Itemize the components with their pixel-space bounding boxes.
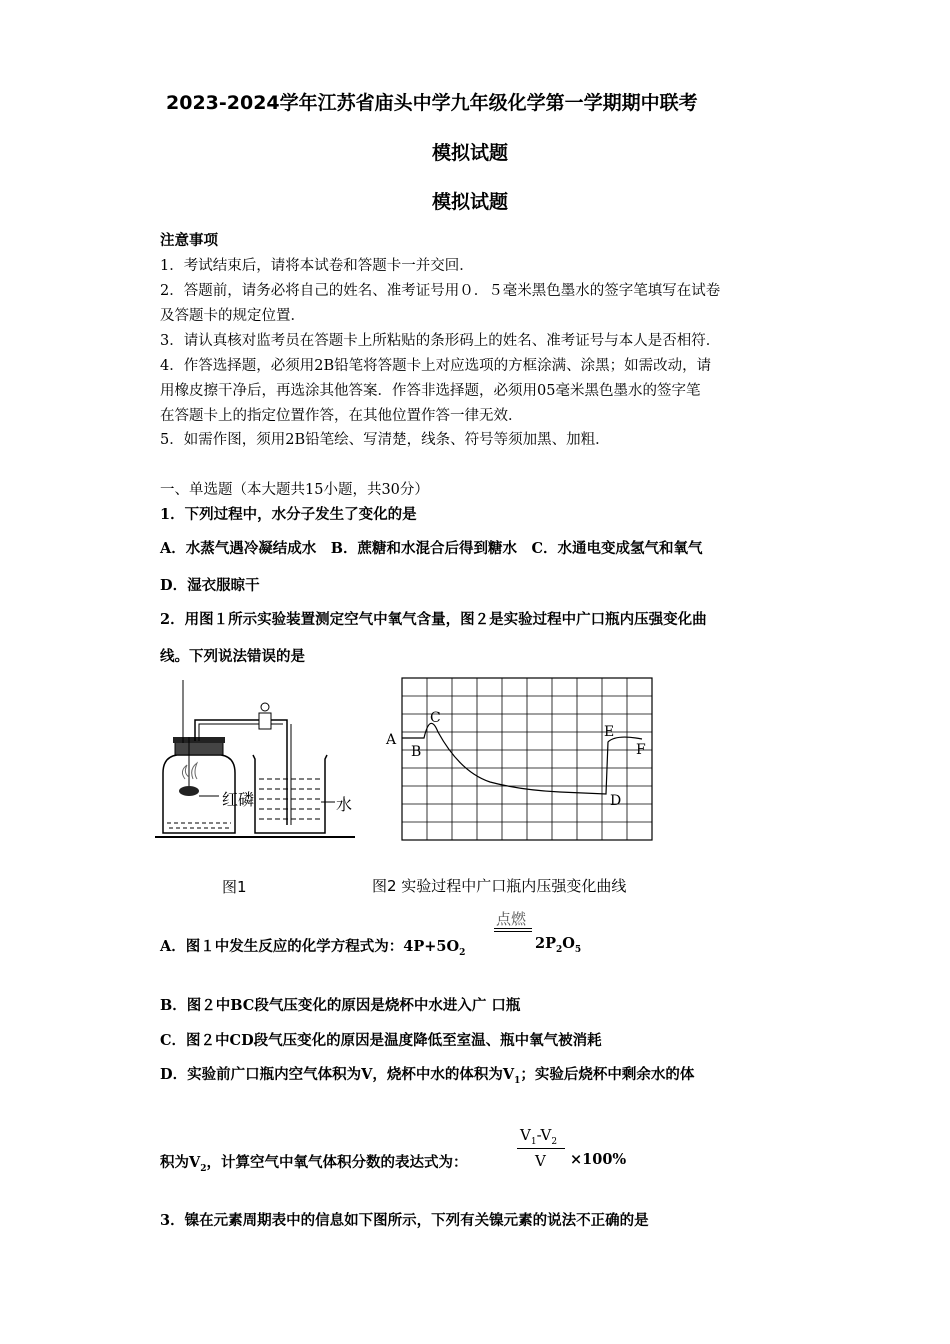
num-sub2: 2 xyxy=(551,1137,558,1147)
point-a: A xyxy=(386,732,397,748)
page-subtitle: 模拟试题 xyxy=(432,142,509,164)
point-d: D xyxy=(610,793,622,809)
notice-item-1: 1．考试结束后，请将本试卷和答题卡一并交回． xyxy=(160,258,474,274)
product-sub2: 5 xyxy=(574,944,582,955)
notice-heading: 注意事项 xyxy=(160,232,218,249)
notice-item-5: 5．如需作图，须用2B铅笔绘、写清楚，线条、符号等须加黑、加粗． xyxy=(160,432,610,448)
grid xyxy=(402,678,652,840)
product-o: O xyxy=(562,935,575,952)
point-c: C xyxy=(430,710,441,726)
point-e: E xyxy=(604,724,615,740)
q2-stem-line2: 线。下列说法错误的是 xyxy=(160,648,305,665)
figure-2-caption: 图2 实验过程中广口瓶内压强变化曲线 xyxy=(372,877,627,895)
clamp xyxy=(259,713,271,729)
notice-item-2: 2．答题前，请务必将自己的姓名、准考证号用０．５毫米黑色墨水的签字笔填写在试卷 xyxy=(160,283,721,299)
num-minus-v2: -V xyxy=(536,1126,552,1144)
page-subtitle-2: 模拟试题 xyxy=(432,191,509,213)
formula-denominator: V xyxy=(535,1152,546,1170)
q3-stem xyxy=(160,1209,649,1230)
formula-tail: ×100% xyxy=(570,1151,627,1168)
num-v1: V xyxy=(520,1126,531,1144)
section-heading: 一、单选题（本大题共15小题，共30分） xyxy=(160,482,429,498)
beaker xyxy=(253,755,327,833)
q2-option-b: B．图２中BC段气压变化的原因是烧杯中水进入广 口瓶 xyxy=(160,997,521,1014)
q2-option-c: C．图２中CD段气压变化的原因是温度降低至室温、瓶中氧气被消耗 xyxy=(160,1032,602,1049)
reaction-condition: 点燃 xyxy=(496,910,527,928)
label-water: 水 xyxy=(336,795,353,814)
option-a-sub: 2 xyxy=(459,947,466,958)
num-sub1: 1 xyxy=(530,1137,537,1147)
equation-arrow-line-2 xyxy=(494,931,532,932)
option-d-part2: ；实验后烧杯中剩余水的体 xyxy=(520,1066,695,1083)
notice-item-4b: 用橡皮擦干净后，再选涂其他答案．作答非选择题，必须用05毫米黑色墨水的签字笔 xyxy=(160,383,701,399)
q2-option-d-line2 xyxy=(160,1151,468,1174)
option-a-text: A．图１中发生反应的化学方程式为：4P+5O xyxy=(160,938,460,955)
stopper xyxy=(175,741,223,755)
q1-options: A．水蒸气遇冷凝结成水 B．蔗糖和水混合后得到糖水 C．水通电变成氢气和氧气 xyxy=(160,540,703,557)
formula-numerator xyxy=(520,1126,557,1147)
q2-option-d-line1 xyxy=(160,1063,694,1086)
option-d-part4: ，计算空气中氧气体积分数的表达式为： xyxy=(206,1154,468,1171)
q3-stem-part2: 不正确的是 xyxy=(576,1212,649,1229)
label-red-phosphorus: 红磷 xyxy=(222,790,255,809)
notice-item-4c: 在答题卡上的指定位置作答，在其他位置作答一律无效． xyxy=(160,408,523,424)
notice-item-3: 3．请认真核对监考员在答题卡上所粘贴的条形码上的姓名、准考证号与本人是否相符． xyxy=(160,333,721,349)
point-f: F xyxy=(636,742,646,758)
option-d-part1: D．实验前广口瓶内空气体积为V，烧杯中水的体积为V xyxy=(160,1066,515,1083)
option-d-sub2: 2 xyxy=(200,1163,207,1174)
q2-option-a-product xyxy=(535,935,581,955)
q1-option-d: D．湿衣服晾干 xyxy=(160,577,260,594)
q2-stem-line1: 2．用图１所示实验装置测定空气中氧气含量，图２是实验过程中广口瓶内压强变化曲 xyxy=(160,611,707,628)
notice-item-2b: 及答题卡的规定位置． xyxy=(160,308,305,324)
point-b: B xyxy=(411,744,422,760)
q1-stem: 1．下列过程中，水分子发生了变化的是 xyxy=(160,506,417,523)
page-title: 2023-2024学年江苏省庙头中学九年级化学第一学期期中联考 xyxy=(166,92,698,114)
product-sub1: 2 xyxy=(556,944,563,955)
figure-2-pressure-curve xyxy=(380,672,670,852)
figure-1-apparatus xyxy=(155,675,365,850)
q3-stem-part1: 3．镍在元素周期表中的信息如下图所示，下列有关镍元素的说法 xyxy=(160,1212,577,1229)
fraction-bar xyxy=(517,1148,565,1149)
option-d-sub1: 1 xyxy=(514,1075,521,1086)
q2-option-a xyxy=(160,935,465,958)
product-p: 2P xyxy=(535,935,556,952)
equation-arrow-line-1 xyxy=(494,928,532,929)
notice-item-4: 4．作答选择题，必须用2B铅笔将答题卡上对应选项的方框涂满、涂黑；如需改动，请 xyxy=(160,358,712,374)
phosphorus-spoon xyxy=(179,786,199,796)
figure-1-caption: 图1 xyxy=(222,878,247,896)
option-d-part3: 积为V xyxy=(160,1154,201,1171)
